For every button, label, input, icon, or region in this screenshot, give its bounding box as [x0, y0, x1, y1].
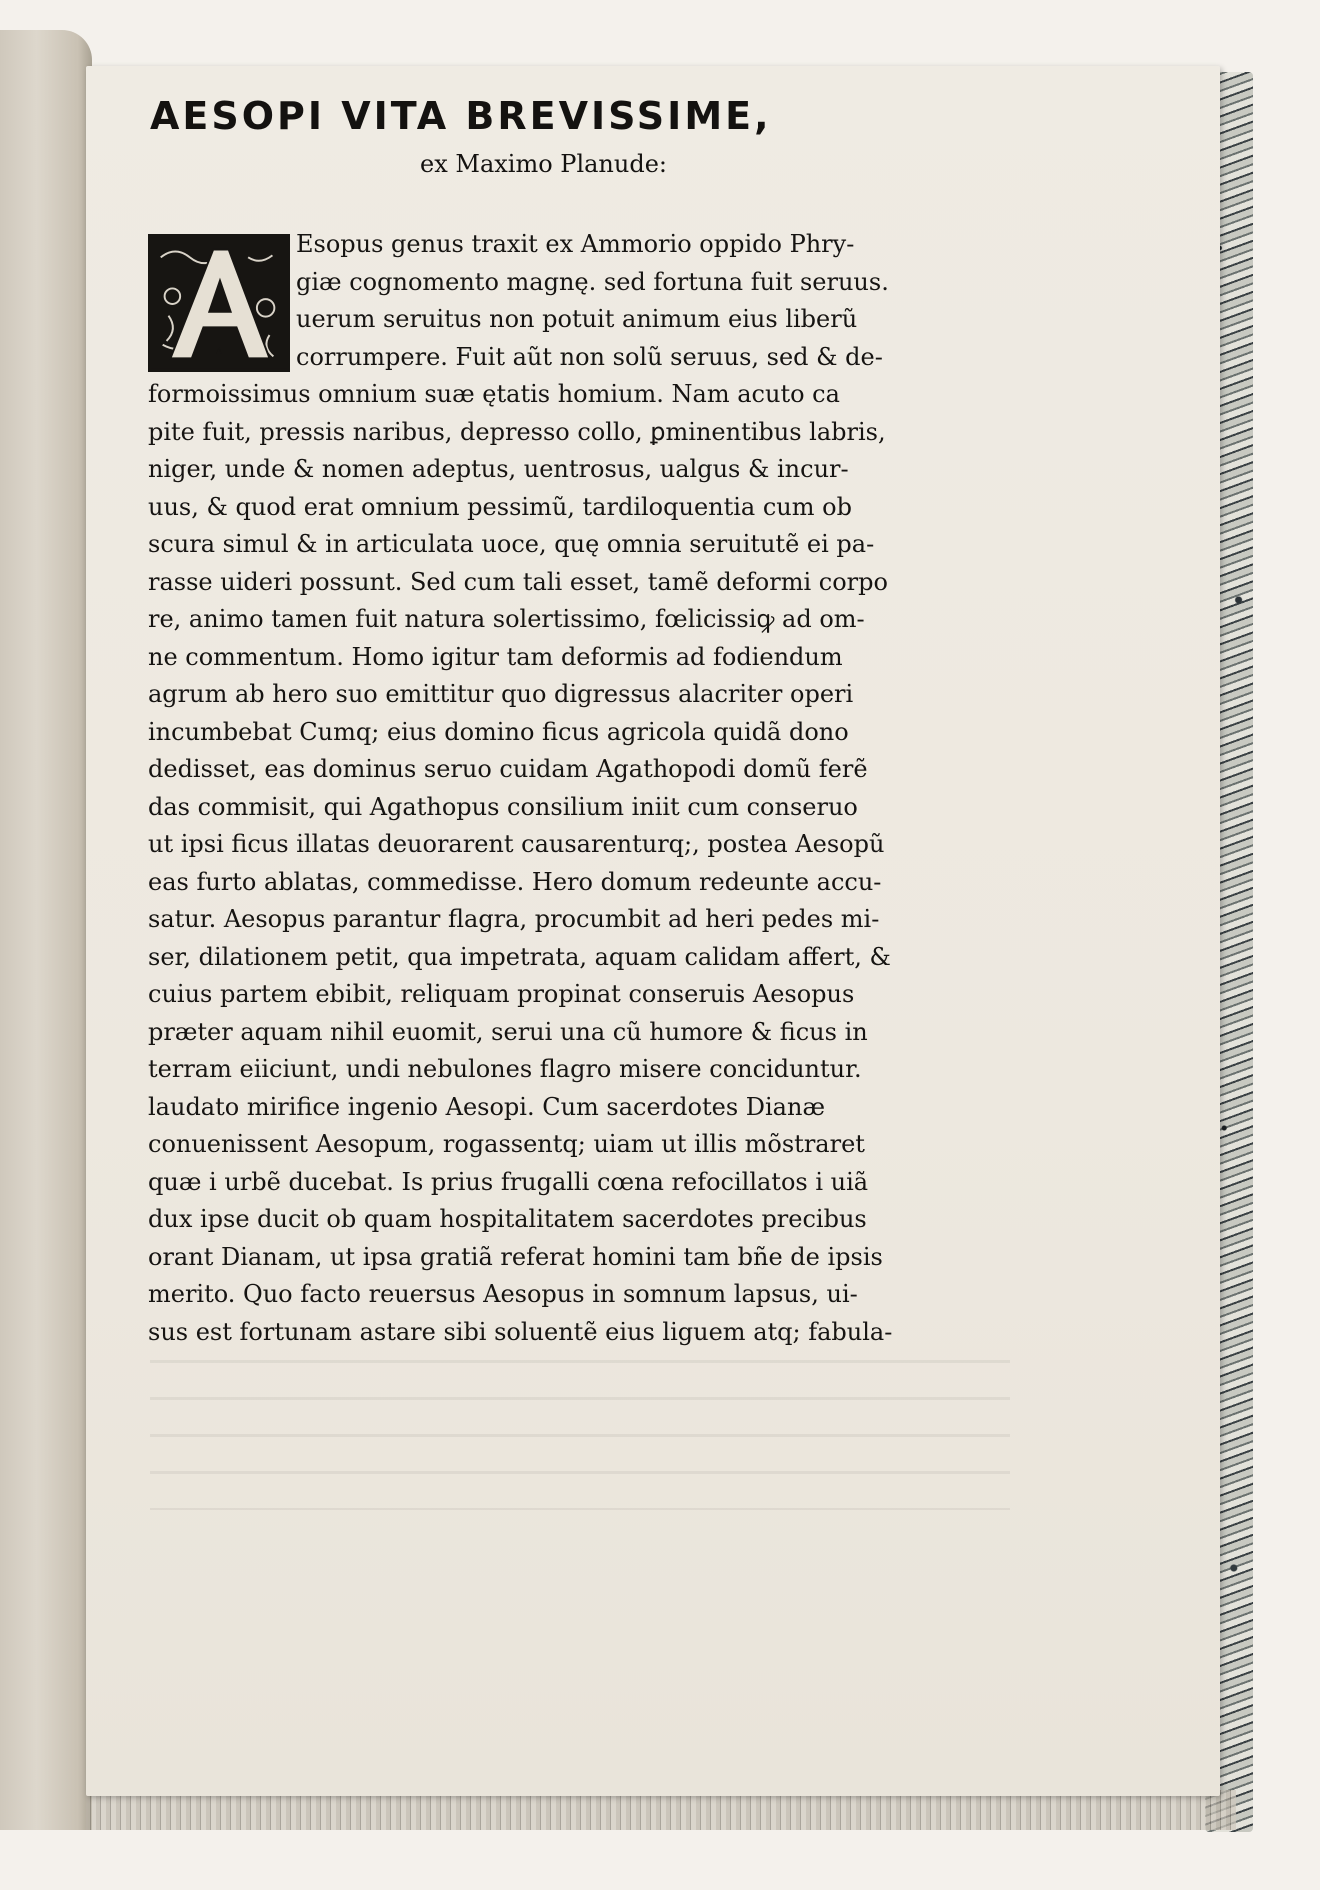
text-line: ne commentum. Homo igitur tam deformis ad fodiendum: [148, 642, 843, 671]
text-line: quæ i urbẽ ducebat. Is prius frugalli cœna refocillatos i uiã: [148, 1167, 869, 1196]
facing-page-edge: [0, 30, 92, 1830]
text-line: satur. Aesopus parantur flagra, procumbit ad heri pedes mi-: [148, 905, 880, 933]
show-through-text: [150, 1360, 1010, 1510]
text-line: rasse uideri possunt. Sed cum tali esset, tamẽ deformi corpo: [148, 567, 888, 596]
text-line: ser, dilationem petit, qua impetrata, aquam calidam affert, &: [148, 942, 891, 971]
text-line: giæ cognomento magnę. sed fortuna fuit seruus.: [296, 267, 889, 296]
text-line: eas furto ablatas, commedisse. Hero domum redeunte accu-: [148, 867, 882, 896]
text-line: ut ipsi ficus illatas deuorarent causarenturq;, postea Aesopũ: [148, 830, 885, 858]
text-line: corrumpere. Fuit aũt non solũ seruus, sed & de-: [296, 342, 883, 371]
decorated-initial-glyph: [151, 237, 287, 369]
text-line: scura simul & in articulata uoce, quę omnia seruitutẽ ei pa-: [148, 530, 875, 558]
text-line: dux ipse ducit ob quam hospitalitatem sacerdotes precibus: [148, 1205, 867, 1233]
page-title: AESOPI VITA BREVISSIME,: [150, 94, 772, 138]
text-line: sus est fortunam astare sibi soluentẽ eius liguem atq; fabula-: [148, 1317, 893, 1346]
text-line: Esopus genus traxit ex Ammorio oppido Phry-: [296, 230, 855, 258]
page-block-edge: [86, 1790, 1236, 1830]
text-line: das commisit, qui Agathopus consilium iniit cum conseruo: [148, 792, 858, 821]
text-line: laudato mirifice ingenio Aesopi. Cum sacerdotes Dianæ: [148, 1092, 826, 1121]
text-line: uerum seruitus non potuit animum eius liberũ: [296, 305, 858, 333]
body-text: [148, 226, 1028, 1351]
page-subtitle: ex Maximo Planude:: [420, 150, 667, 178]
text-line: dedisset, eas dominus seruo cuidam Agathopodi domũ ferẽ: [148, 755, 868, 783]
text-line: terram eiiciunt, undi nebulones flagro misere conciduntur.: [148, 1055, 862, 1083]
initial-letter-glyph: A: [215, 346, 223, 358]
text-line: uus, & quod erat omnium pessimũ, tardiloquentia cum ob: [148, 492, 852, 521]
text-line: niger, unde & nomen adeptus, uentrosus, ualgus & incur-: [148, 455, 849, 483]
text-line: pite fuit, pressis naribus, depresso collo, ꝑminentibus labris,: [148, 417, 886, 446]
text-line: cuius partem ebibit, reliquam propinat conseruis Aesopus: [148, 980, 855, 1008]
text-line: conuenissent Aesopum, rogassentq; uiam ut illis mõstraret: [148, 1130, 865, 1158]
text-line: agrum ab hero suo emittitur quo digressus alacriter operi: [148, 680, 854, 708]
text-line: re, animo tamen fuit natura solertissimo, fœlicissiꝙ ad om-: [148, 605, 865, 633]
text-line: incumbebat Cumq; eius domino ficus agricola quidã dono: [148, 717, 849, 746]
text-line: præter aquam nihil euomit, serui una cũ humore & ficus in: [148, 1017, 868, 1046]
text-line: merito. Quo facto reuersus Aesopus in somnum lapsus, ui-: [148, 1280, 858, 1308]
decorated-initial-letter: [148, 234, 290, 372]
text-line: orant Dianam, ut ipsa gratiã referat homini tam bñe de ipsis: [148, 1242, 883, 1271]
text-line: formoissimus omnium suæ ętatis homium. Nam acuto ca: [148, 380, 840, 408]
